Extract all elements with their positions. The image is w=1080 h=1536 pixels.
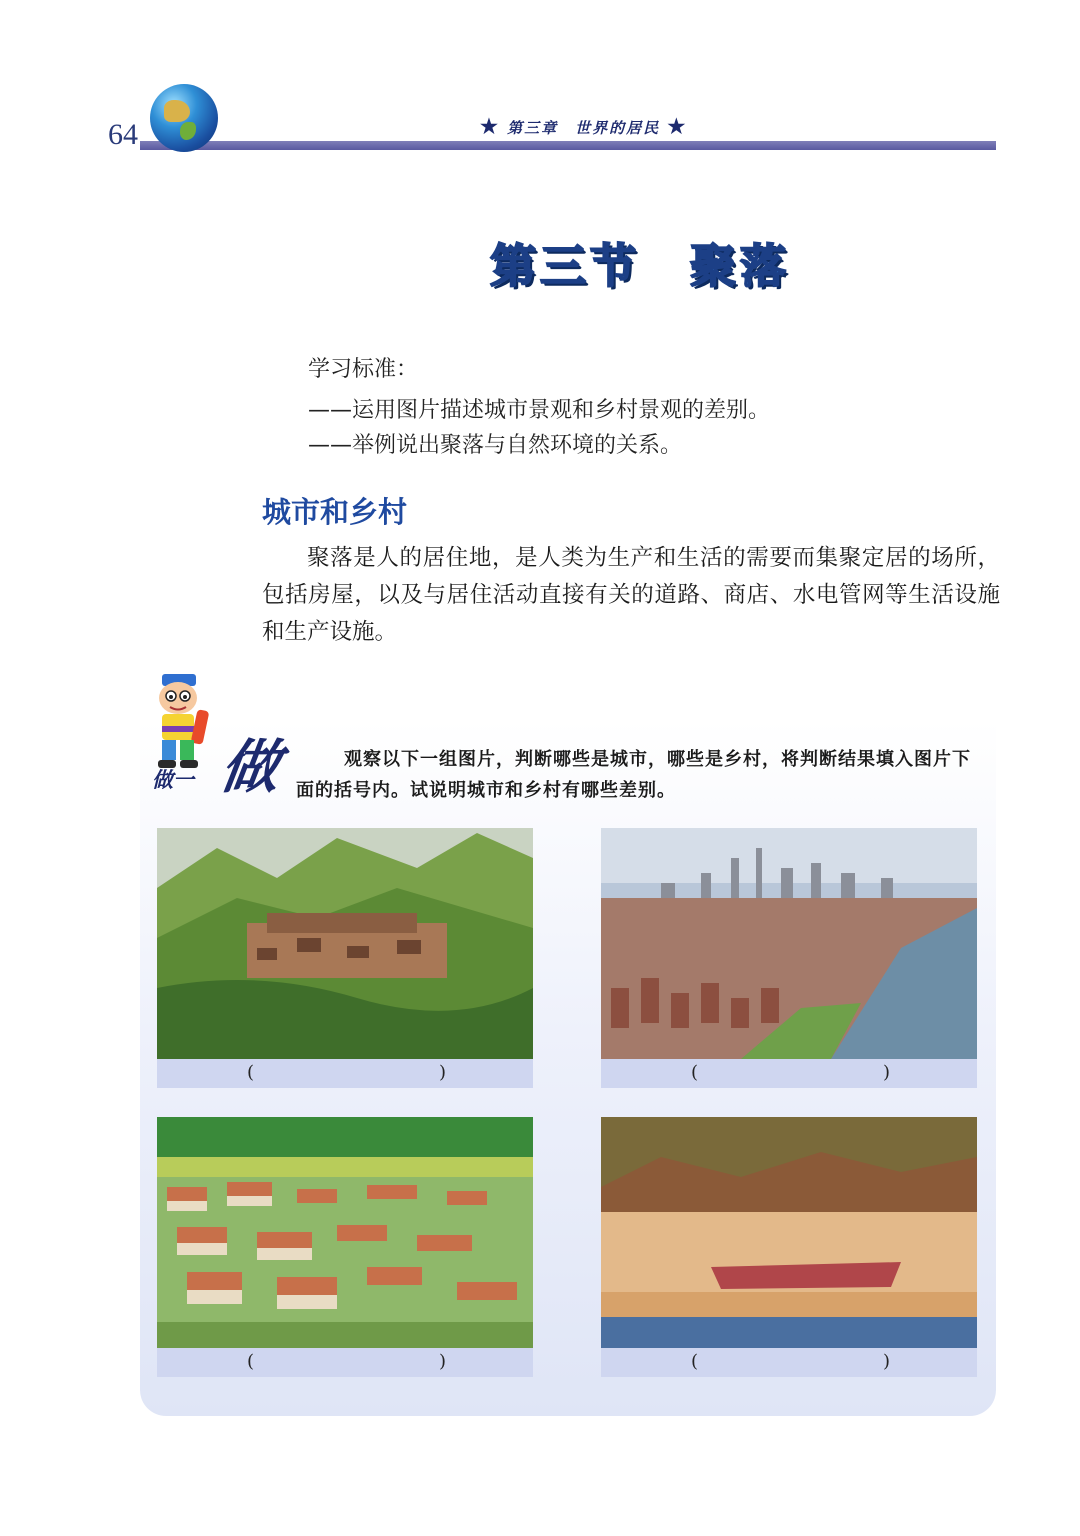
caption-open: ( xyxy=(691,1351,699,1372)
caption-open: ( xyxy=(691,1062,699,1083)
header-rule xyxy=(140,141,996,150)
caption-close: ) xyxy=(883,1351,891,1372)
caption-close: ) xyxy=(439,1062,447,1083)
caption-bar xyxy=(157,1348,533,1377)
subsection-heading: 城市和乡村 xyxy=(262,495,408,529)
caption-open: ( xyxy=(247,1062,255,1083)
caption-bar xyxy=(601,1059,977,1088)
globe-icon xyxy=(150,84,218,152)
photo-plains-village xyxy=(157,1117,533,1348)
photo-city-skyline xyxy=(601,828,977,1059)
activity-label: 做一 xyxy=(152,767,194,792)
caption-close: ) xyxy=(883,1062,891,1083)
star-icon: ★ xyxy=(667,114,688,138)
caption-bar xyxy=(157,1059,533,1088)
activity-big-glyph: 做 xyxy=(216,733,285,801)
mascot-illustration xyxy=(148,672,218,772)
star-icon: ★ xyxy=(480,114,500,138)
photo-mountain-village xyxy=(157,828,533,1059)
chapter-title xyxy=(480,114,740,138)
standard-item: ——运用图片描述城市景观和乡村景观的差别。 xyxy=(308,398,771,423)
caption-open: ( xyxy=(247,1351,255,1372)
body-paragraph: 聚落是人的居住地，是人类为生产和生活的需要而集聚定居的场所，包括房屋，以及与居住活动直接有关的道路、商店、水电管网等生活设施和生产设施。 xyxy=(262,545,1000,645)
chapter-label: 第三章 世界的居民 xyxy=(507,119,661,137)
standards-heading: 学习标准： xyxy=(308,357,419,382)
photo-riverside-village xyxy=(601,1117,977,1348)
standard-item: ——举例说出聚落与自然环境的关系。 xyxy=(308,433,683,458)
activity-instructions: 观察以下一组图片，判断哪些是城市，哪些是乡村，将判断结果填入图片下面的括号内。试说明城市和乡村有哪些差别。 xyxy=(296,749,971,801)
caption-bar xyxy=(601,1348,977,1377)
section-title: 第三节 聚落 xyxy=(490,239,790,293)
page-number: 64 xyxy=(108,118,138,151)
caption-close: ) xyxy=(439,1351,447,1372)
